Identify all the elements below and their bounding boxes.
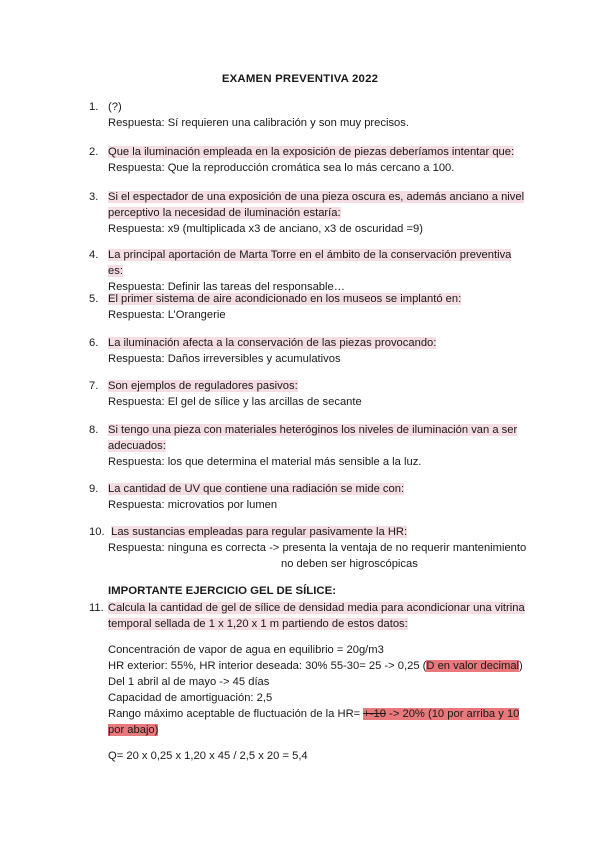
question-number: 6. <box>89 337 99 349</box>
exercise-result: Q= 20 x 0,25 x 1,20 x 45 / 2,5 x 20 = 5,4 <box>108 750 308 762</box>
question-number: 4. <box>89 249 99 261</box>
question-text-continued: temporal sellada de 1 x 1,20 x 1 m partiendo de estos datos: <box>108 618 408 630</box>
question-9 <box>89 481 529 513</box>
question-text-continued: perceptivo la necesidad de iluminación estaría: <box>108 207 341 219</box>
answer-text: Respuesta: Definir las tareas del responsable… <box>108 281 345 293</box>
answer-text-continued: no deben ser higroscópicas <box>281 558 418 570</box>
question-text: La principal aportación de Marta Torre en el ámbito de la conservación preventiva es: <box>108 249 512 277</box>
question-text-continued: adecuados: <box>108 440 166 452</box>
question-7 <box>89 378 529 410</box>
answer-text: Respuesta: Daños irreversibles y acumulativos <box>108 353 341 365</box>
question-text: (?) <box>108 101 122 113</box>
question-number: 1. <box>89 101 99 113</box>
question-number: 7. <box>89 380 99 392</box>
question-text: Si el espectador de una exposición de una pieza oscura es, además anciano a nivel <box>108 191 525 203</box>
answer-text: Respuesta: los que determina el material más sensible a la luz. <box>108 456 422 468</box>
exercise-vapor: Concentración de vapor de agua en equilibrio = 20g/m3 <box>108 644 384 656</box>
question-11 <box>89 600 529 632</box>
question-text: Calcula la cantidad de gel de sílice de densidad media para acondicionar una vitrina <box>108 602 525 614</box>
range-highlight: +-10 -> 20% (10 por arriba y 10 <box>363 708 520 720</box>
question-2 <box>89 144 529 176</box>
answer-text: Respuesta: x9 (multiplicada x3 de anciano, x3 de oscuridad =9) <box>108 223 423 235</box>
answer-text: Respuesta: L’Orangerie <box>108 309 226 321</box>
exercise-range-continued: por abajo) <box>108 724 159 736</box>
document-title: EXAMEN PREVENTIVA 2022 <box>221 73 379 85</box>
question-3 <box>89 189 529 237</box>
question-text: Que la iluminación empleada en la exposición de piezas deberíamos intentar que: <box>108 146 515 158</box>
question-number: 8. <box>89 424 99 436</box>
question-number: 2. <box>89 146 99 158</box>
question-text: Si tengo una pieza con materiales heteróginos los niveles de iluminación van a ser <box>108 424 518 436</box>
answer-text: Respuesta: microvatios por lumen <box>108 499 278 511</box>
answer-text: Respuesta: Sí requieren una calibración y son muy precisos. <box>108 117 409 129</box>
exercise-hr: HR exterior: 55%, HR interior deseada: 30% 55-30= 25 -> 0,25 (D en valor decimal) <box>108 660 523 672</box>
question-text: Son ejemplos de reguladores pasivos: <box>108 380 298 392</box>
exercise-days: Del 1 abril al de mayo -> 45 días <box>108 676 270 688</box>
important-heading: IMPORTANTE EJERCICIO GEL DE SÍLICE: <box>108 585 337 597</box>
question-10 <box>89 524 549 572</box>
answer-text: Respuesta: ninguna es correcta -> presenta la ventaja de no requerir mantenimiento <box>108 542 527 554</box>
question-number: 5. <box>89 293 99 305</box>
question-number: 3. <box>89 191 99 203</box>
question-5 <box>89 291 529 323</box>
hr-highlight: D en valor decimal <box>426 660 520 672</box>
answer-text: Respuesta: El gel de sílice y las arcillas de secante <box>108 396 362 408</box>
exercise-capacity: Capacidad de amortiguación: 2,5 <box>108 692 273 704</box>
question-text: Las sustancias empleadas para regular pasivamente la HR: <box>111 526 408 538</box>
exercise-range: Rango máximo aceptable de fluctuación de la HR= +-10 -> 20% (10 por arriba y 10 <box>108 708 520 720</box>
question-6 <box>89 335 529 367</box>
question-text: La iluminación afecta a la conservación de las piezas provocando: <box>108 337 437 349</box>
answer-text: Respuesta: Que la reproducción cromática sea lo más cercano a 100. <box>108 162 455 174</box>
question-number: 10. <box>89 526 105 538</box>
question-1 <box>89 99 529 131</box>
question-text: El primer sistema de aire acondicionado en los museos se implantó en: <box>108 293 462 305</box>
question-number: 11. <box>89 602 104 614</box>
question-number: 9. <box>89 483 99 495</box>
question-4 <box>89 247 529 295</box>
question-8 <box>89 422 529 470</box>
question-text: La cantidad de UV que contiene una radiación se mide con: <box>108 483 405 495</box>
